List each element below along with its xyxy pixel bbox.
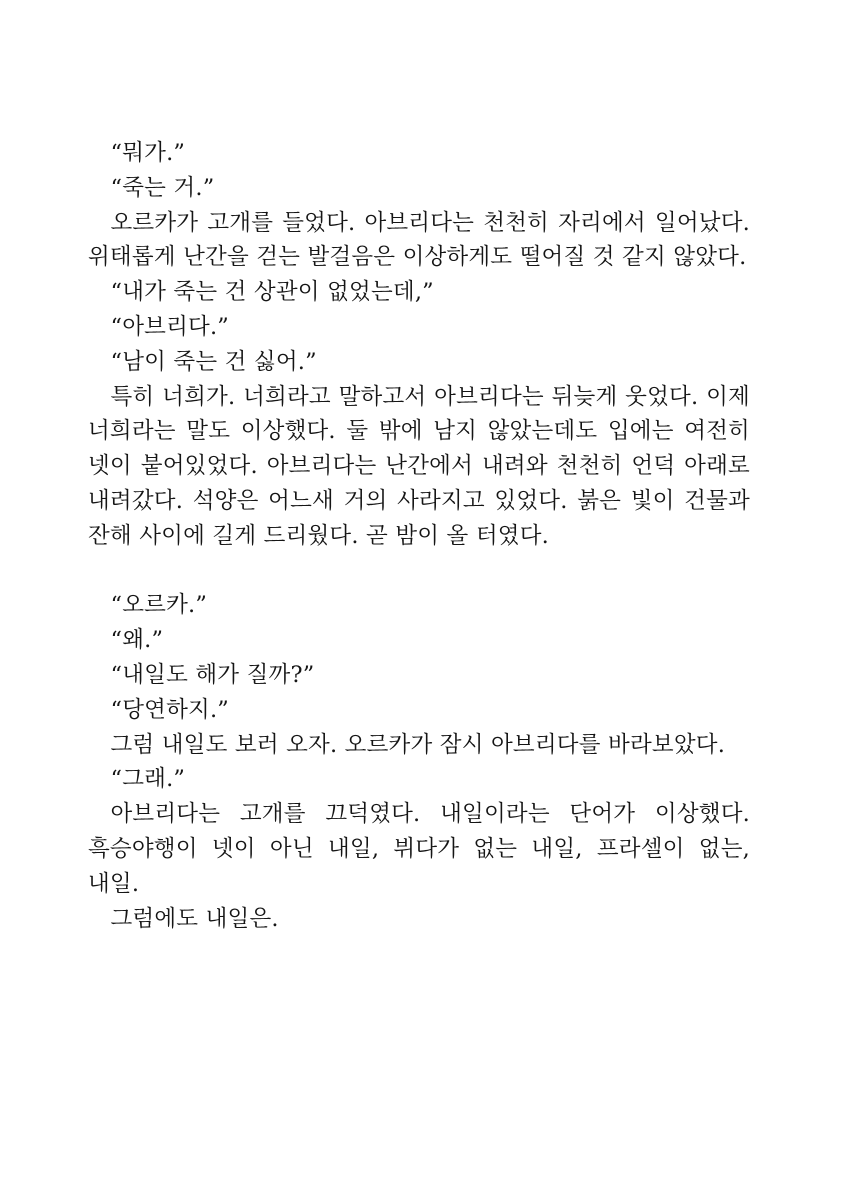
section-break — [88, 554, 750, 589]
dialogue-line: “뭐가.” — [110, 140, 186, 166]
dialogue-line: “왜.” — [110, 627, 164, 654]
dialogue-line: “그래.” — [110, 766, 186, 793]
dialogue-line: “내일도 해가 질까?” — [110, 661, 315, 688]
narration-paragraph: 오르카가 고개를 들었다. 아브리다는 천천히 자리에서 일어났다. 위태롭게 난간을 걷는 발걸음은 이상하게도 떨어질 것 같지 않았다. — [88, 209, 750, 271]
story-text — [88, 136, 750, 936]
narration-paragraph: 특히 너희가. 너희라고 말하고서 아브리다는 뒤늦게 웃었다. 이제 너희라는 말도 이상했다. 둘 밖에 남지 않았는데도 입에는 여전히 넷이 붙어있었다. 아브리다는 난간에서 내려와 천천히 언덕 아래로 내려갔다. 석양은 어느새 거의 사라지고 있었다. 붉은 빛이 건물과 잔해 사이에 길게 드리웠다. 곧 밤이 올 터였다. — [88, 383, 750, 549]
dialogue-line: “아브리다.” — [110, 313, 229, 340]
dialogue-line: “남이 죽는 건 싫어.” — [110, 348, 317, 375]
dialogue-line: “당연하지.” — [110, 696, 229, 723]
narration-paragraph: 아브리다는 고개를 끄덕였다. 내일이라는 단어가 이상했다. 흑승야행이 넷이 아닌 내일, 뷔다가 없는 내일, 프라셀이 없는, 내일. — [88, 801, 750, 897]
narration-paragraph: 그럼 내일도 보러 오자. 오르카가 잠시 아브리다를 바라보았다. — [110, 731, 726, 758]
dialogue-line: “죽는 거.” — [110, 174, 215, 201]
narration-paragraph: 그럼에도 내일은. — [110, 905, 279, 932]
dialogue-line: “오르카.” — [110, 592, 208, 619]
dialogue-line: “내가 죽는 건 상관이 없었는데,” — [110, 279, 434, 306]
